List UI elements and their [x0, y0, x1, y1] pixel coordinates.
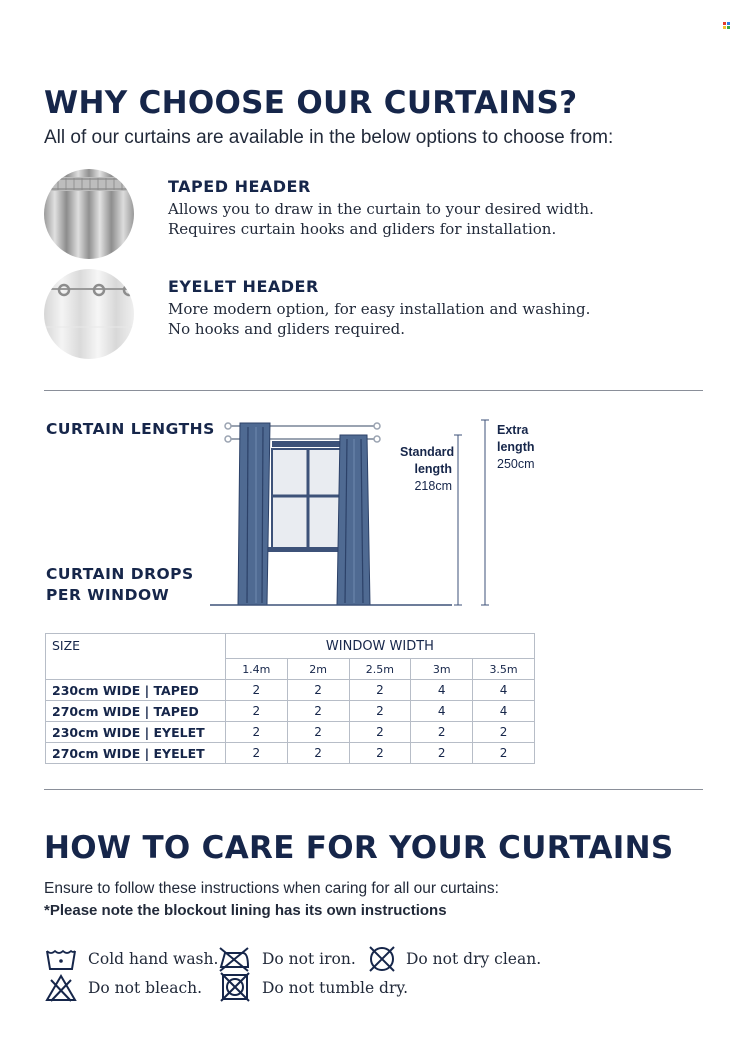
why-subtitle: All of our curtains are available in the below options to choose from:: [44, 127, 614, 148]
table-cell: 4: [411, 701, 473, 722]
care-title: HOW TO CARE FOR YOUR CURTAINS: [44, 830, 674, 866]
row-label: 230cm WIDE | EYELET: [46, 722, 226, 743]
why-title: WHY CHOOSE OUR CURTAINS?: [44, 85, 578, 121]
curtain-drops-heading-1: CURTAIN DROPS: [46, 565, 194, 583]
eyelet-header-title: EYELET HEADER: [168, 277, 319, 296]
no-bleach-icon: [45, 974, 77, 1002]
no-dry-clean-label: Do not dry clean.: [406, 950, 542, 968]
table-cell: 2: [473, 722, 535, 743]
standard-length-value: 218cm: [414, 479, 452, 493]
table-cell: 2: [473, 743, 535, 764]
row-label: 270cm WIDE | EYELET: [46, 743, 226, 764]
table-row: [46, 701, 535, 722]
divider: [44, 789, 703, 790]
no-iron-icon: [218, 945, 250, 973]
no-tumble-dry-icon: [220, 972, 252, 1000]
table-cell: 4: [473, 701, 535, 722]
taped-header-image: [44, 169, 134, 259]
table-cell: 2: [225, 701, 287, 722]
width-col: 1.4m: [225, 659, 287, 680]
standard-length-label: [400, 444, 455, 495]
table-row: [46, 680, 535, 701]
no-bleach-label: Do not bleach.: [88, 979, 203, 997]
care-lead: Ensure to follow these instructions when caring for all our curtains:: [44, 880, 499, 897]
standard-label-2: length: [414, 462, 452, 476]
extra-label-2: length: [497, 440, 535, 454]
taped-header-title: TAPED HEADER: [168, 177, 311, 196]
table-cell: 2: [287, 743, 349, 764]
divider: [44, 390, 703, 391]
hand-wash-label: Cold hand wash.: [88, 950, 219, 968]
table-cell: 2: [225, 722, 287, 743]
no-tumble-dry-label: Do not tumble dry.: [262, 979, 409, 997]
row-label: 230cm WIDE | TAPED: [46, 680, 226, 701]
taped-header-line-1: Allows you to draw in the curtain to your desired width.: [168, 200, 594, 218]
table-cell: 2: [287, 680, 349, 701]
table-cell: 2: [287, 722, 349, 743]
brand-mark: [723, 22, 730, 29]
table-cell: 2: [349, 680, 411, 701]
row-label: 270cm WIDE | TAPED: [46, 701, 226, 722]
table-cell: 2: [225, 680, 287, 701]
width-col: 2m: [287, 659, 349, 680]
table-cell: 2: [411, 722, 473, 743]
table-cell: 2: [349, 743, 411, 764]
width-col: 3m: [411, 659, 473, 680]
table-cell: 4: [473, 680, 535, 701]
table-row: [46, 743, 535, 764]
eyelet-header-image: [44, 269, 134, 359]
curtain-length-diagram: [210, 415, 500, 610]
no-dry-clean-icon: [366, 945, 398, 973]
extra-length-label: [497, 422, 535, 473]
window-width-header: WINDOW WIDTH: [225, 634, 534, 659]
standard-label-1: Standard: [400, 445, 455, 459]
curtain-drops-table: [45, 633, 535, 764]
table-cell: 2: [411, 743, 473, 764]
care-note: *Please note the blockout lining has its own instructions: [44, 902, 447, 919]
taped-header-line-2: Requires curtain hooks and gliders for installation.: [168, 220, 557, 238]
curtain-drops-heading-2: PER WINDOW: [46, 586, 170, 604]
size-header: SIZE: [46, 634, 226, 680]
extra-label-1: Extra: [497, 423, 529, 437]
table-cell: 2: [349, 701, 411, 722]
table-cell: 2: [349, 722, 411, 743]
table-cell: 4: [411, 680, 473, 701]
eyelet-header-line-2: No hooks and gliders required.: [168, 320, 406, 338]
table-cell: 2: [225, 743, 287, 764]
no-iron-label: Do not iron.: [262, 950, 356, 968]
table-row: [46, 722, 535, 743]
width-col: 2.5m: [349, 659, 411, 680]
curtain-lengths-heading: CURTAIN LENGTHS: [46, 420, 215, 438]
eyelet-header-line-1: More modern option, for easy installation and washing.: [168, 300, 591, 318]
hand-wash-icon: [45, 945, 77, 973]
table-cell: 2: [287, 701, 349, 722]
extra-length-value: 250cm: [497, 457, 535, 471]
width-col: 3.5m: [473, 659, 535, 680]
